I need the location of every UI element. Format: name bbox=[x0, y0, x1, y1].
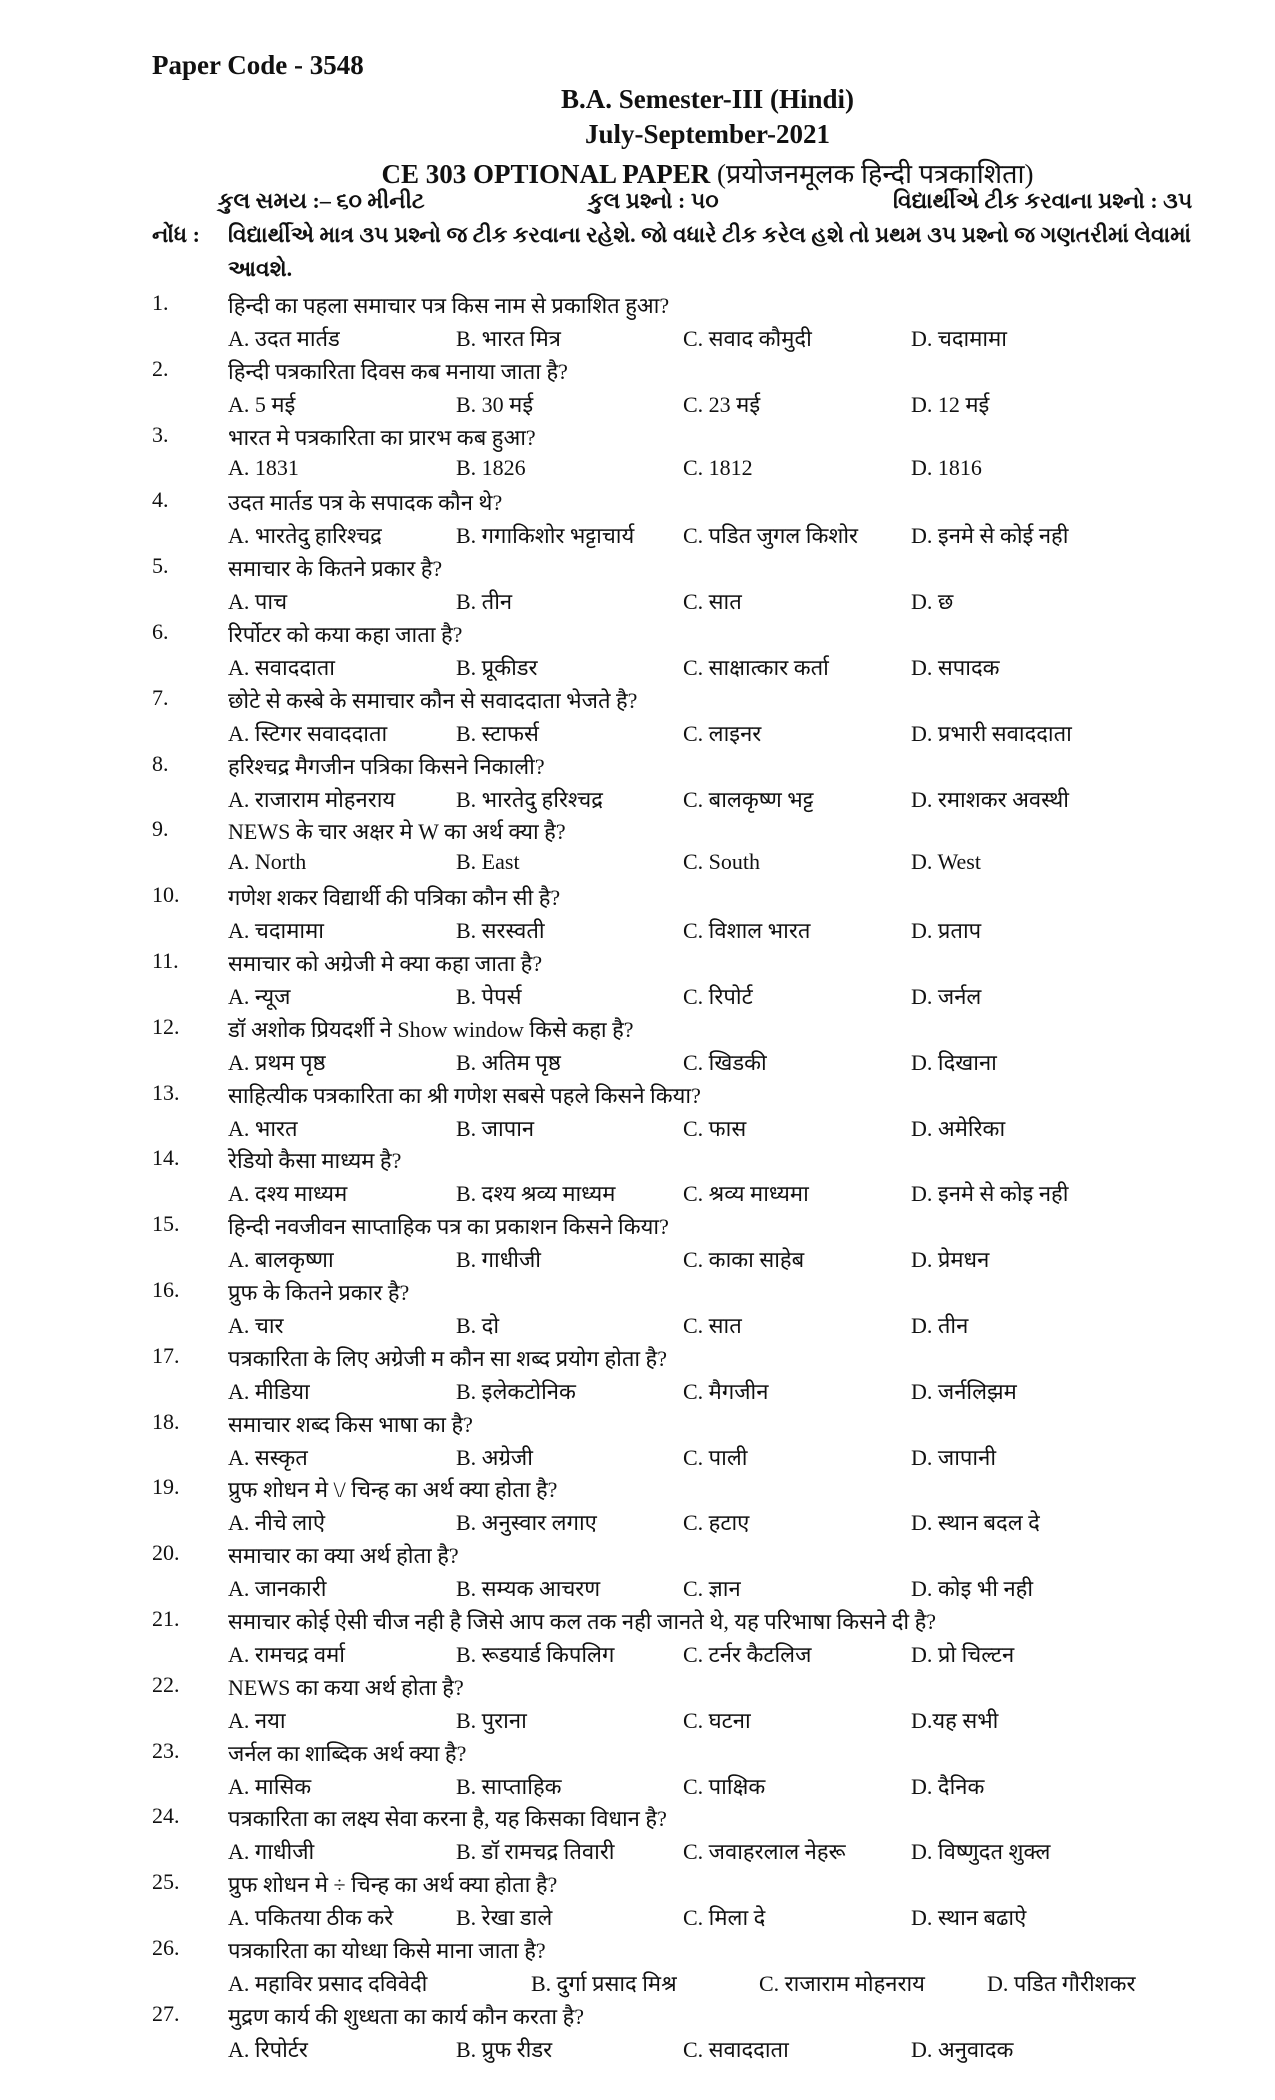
question-number: 23. bbox=[152, 1737, 180, 1763]
question-number: 12. bbox=[152, 1013, 180, 1039]
option-a: A. रिपोर्टर bbox=[228, 2036, 308, 2062]
option-c: C. मैगजीन bbox=[683, 1378, 769, 1404]
option-d: D. स्थान बदल दे bbox=[911, 1510, 1040, 1536]
question-number: 10. bbox=[152, 882, 180, 908]
option-c: C. हटाए bbox=[683, 1510, 750, 1536]
option-c: C. सात bbox=[683, 1313, 742, 1338]
option-c: C. घटना bbox=[683, 1707, 751, 1733]
question-item bbox=[0, 816, 1275, 882]
option-d: D. West bbox=[911, 849, 981, 875]
option-a: A. मासिक bbox=[228, 1773, 312, 1799]
question-text: हरिश्चद्र मैगजीन पत्रिका किसने निकाली? bbox=[228, 753, 545, 779]
option-b: B. अनुस्वार लगाए bbox=[456, 1510, 597, 1536]
question-item bbox=[0, 356, 1275, 422]
option-d: D. इनमे से कोई नही bbox=[911, 523, 1069, 549]
option-c: C. लाइनर bbox=[683, 720, 762, 746]
question-item bbox=[0, 1474, 1275, 1540]
question-number: 14. bbox=[152, 1145, 180, 1171]
question-text: मुद्रण कार्य की शुध्धता का कार्य कौन करता है? bbox=[228, 2003, 585, 2029]
option-a: A. प्रथम पृष्ठ bbox=[228, 1049, 326, 1075]
option-a: A. भारत bbox=[228, 1115, 298, 1141]
option-b: B. स्टाफर्स bbox=[456, 720, 539, 746]
question-number: 20. bbox=[152, 1540, 180, 1566]
question-item bbox=[0, 422, 1275, 488]
question-number: 3. bbox=[152, 421, 169, 447]
option-c: C. सात bbox=[683, 589, 742, 615]
option-d: D. चदामामा bbox=[911, 326, 1007, 351]
option-d: D. रमाशकर अवस्थी bbox=[911, 786, 1070, 812]
question-text: भारत मे पत्रकारिता का प्रारभ कब हुआ? bbox=[228, 424, 536, 450]
question-number: 8. bbox=[152, 750, 169, 776]
option-b: B. साप्ताहिक bbox=[456, 1773, 562, 1799]
option-b: B. प्रूकीडर bbox=[456, 655, 538, 680]
option-d: D. प्रताप bbox=[911, 918, 982, 944]
option-a: A. दश्य माध्यम bbox=[228, 1181, 348, 1207]
option-d: D. विष्णुदत शुक्ल bbox=[911, 1839, 1051, 1865]
option-d: D. अमेरिका bbox=[911, 1115, 1006, 1141]
question-item bbox=[0, 751, 1275, 817]
option-c: C. फास bbox=[683, 1115, 747, 1141]
option-a: A. भारतेदु हारिश्चद्र bbox=[228, 523, 382, 549]
option-a: A. नया bbox=[228, 1707, 286, 1733]
option-c: C. ज्ञान bbox=[683, 1576, 741, 1602]
question-item bbox=[0, 1738, 1275, 1804]
question-number: 13. bbox=[152, 1079, 180, 1105]
option-a: A. 5 मई bbox=[228, 391, 296, 417]
option-a: A. चार bbox=[228, 1313, 284, 1338]
option-b: B. भारतेदु हरिश्चद्र bbox=[456, 786, 603, 812]
question-text: समाचार का क्या अर्थ होता है? bbox=[228, 1543, 459, 1569]
question-text: समाचार को अग्रेजी मे क्या कहा जाता है? bbox=[228, 951, 543, 976]
total-time: કુલ સમય :– ૬૦ મીનીટ bbox=[218, 188, 425, 213]
note-line-2: આવશે. bbox=[228, 256, 293, 281]
question-number: 17. bbox=[152, 1342, 180, 1368]
option-b: B. सरस्वती bbox=[456, 918, 545, 944]
option-c: C. मिला दे bbox=[683, 1905, 766, 1931]
option-d: D. जापानी bbox=[911, 1444, 997, 1470]
option-d: D. स्थान बढाऐ bbox=[911, 1905, 1027, 1931]
question-text: पत्रकारिता का लक्ष्य सेवा करना है, यह किसका विधान है? bbox=[228, 1806, 667, 1832]
question-text: साहित्यीक पत्रकारिता का श्री गणेश सबसे पहले किसने किया? bbox=[228, 1082, 701, 1108]
option-c: C. 1812 bbox=[683, 454, 753, 480]
option-a: A. स्टिगर सवाददाता bbox=[228, 720, 388, 746]
option-d: D. 1816 bbox=[911, 454, 982, 480]
option-c: C. टर्नर कैटलिज bbox=[683, 1642, 812, 1667]
question-text: पत्रकारिता के लिए अग्रेजी म कौन सा शब्द प्रयोग होता है? bbox=[228, 1345, 668, 1371]
option-a: A. मीडिया bbox=[228, 1378, 310, 1404]
question-item bbox=[0, 1277, 1275, 1343]
question-item bbox=[0, 1540, 1275, 1606]
question-item bbox=[0, 1869, 1275, 1935]
paper-subtitle: (प्रयोजनमूलक हिन्दी पत्रकाशिता) bbox=[717, 159, 1034, 189]
option-a: A. बालकृष्णा bbox=[228, 1247, 334, 1273]
option-b: B. प्रुफ रीडर bbox=[456, 2036, 553, 2062]
option-a: A. राजाराम मोहनराय bbox=[228, 786, 396, 812]
option-a: A. गाधीजी bbox=[228, 1839, 315, 1865]
question-number: 4. bbox=[152, 487, 169, 513]
option-b: B. गगाकिशोर भट्टाचार्य bbox=[456, 523, 635, 549]
option-d: D. प्रो चिल्टन bbox=[911, 1642, 1015, 1667]
question-text: रेडियो कैसा माध्यम है? bbox=[228, 1148, 402, 1174]
question-item bbox=[0, 1935, 1275, 2001]
questions-to-attempt: વિદ્યાર્થીએ ટીક કરવાના પ્રશ્નો : ૩૫ bbox=[893, 188, 1193, 213]
question-item bbox=[0, 1080, 1275, 1146]
question-number: 24. bbox=[152, 1803, 180, 1829]
question-item bbox=[0, 1343, 1275, 1409]
question-number: 1. bbox=[152, 290, 169, 315]
paper-title-line bbox=[70, 154, 1275, 191]
option-a: A. महाविर प्रसाद दविवेदी bbox=[228, 1971, 428, 1996]
option-a: A. पाच bbox=[228, 589, 288, 615]
question-item bbox=[0, 1606, 1275, 1672]
question-text: प्रुफ शोधन मे \/ चिन्ह का अर्थ क्या होता है? bbox=[228, 1477, 558, 1503]
paper-title: CE 303 OPTIONAL PAPER bbox=[381, 159, 711, 189]
option-c: C. जवाहरलाल नेहरू bbox=[683, 1839, 846, 1865]
question-number: 2. bbox=[152, 355, 169, 381]
question-item bbox=[0, 553, 1275, 619]
question-number: 15. bbox=[152, 1211, 180, 1237]
option-c: C. साक्षात्कार कर्ता bbox=[683, 655, 829, 680]
option-d: D. जर्नल bbox=[911, 984, 982, 1009]
option-c: C. विशाल भारत bbox=[683, 918, 811, 944]
option-c: C. सवाददाता bbox=[683, 2036, 789, 2062]
option-c: C. बालकृष्ण भट्ट bbox=[683, 786, 814, 812]
question-number: 19. bbox=[152, 1474, 180, 1500]
option-b: B. पुराना bbox=[456, 1707, 527, 1733]
semester-title: B.A. Semester-III (Hindi) bbox=[561, 84, 854, 114]
question-text: NEWS का कया अर्थ होता है? bbox=[228, 1674, 464, 1700]
question-text: समाचार शब्द किस भाषा का है? bbox=[228, 1411, 473, 1437]
option-d: D. प्रभारी सवाददाता bbox=[911, 720, 1072, 746]
question-text: समाचार कोई ऐसी चीज नही है जिसे आप कल तक नही जानते थे, यह परिभाषा किसने दी है? bbox=[228, 1609, 937, 1634]
option-d: D. जर्नलिझम bbox=[911, 1378, 1017, 1404]
option-a: A. सवाददाता bbox=[228, 655, 335, 680]
option-b: B. दुर्गा प्रसाद मिश्र bbox=[531, 1971, 677, 1996]
option-d: D. अनुवादक bbox=[911, 2036, 1014, 2062]
option-b: B. दो bbox=[456, 1313, 500, 1338]
question-text: हिन्दी नवजीवन साप्ताहिक पत्र का प्रकाशन किसने किया? bbox=[228, 1214, 669, 1240]
question-text: गणेश शकर विद्यार्थी की पत्रिका कौन सी है? bbox=[228, 885, 561, 911]
option-b: B. अग्रेजी bbox=[456, 1444, 533, 1470]
question-number: 27. bbox=[152, 2000, 180, 2026]
option-d: D. छ bbox=[911, 589, 954, 615]
option-d: D.यह सभी bbox=[911, 1707, 999, 1733]
question-number: 26. bbox=[152, 1935, 180, 1960]
question-item bbox=[0, 685, 1275, 751]
option-c: C. काका साहेब bbox=[683, 1247, 805, 1273]
option-b: B. गाधीजी bbox=[456, 1247, 542, 1273]
question-number: 16. bbox=[152, 1277, 180, 1302]
question-number: 18. bbox=[152, 1408, 180, 1434]
question-text: छोटे से कस्बे के समाचार कौन से सवाददाता भेजते है? bbox=[228, 687, 638, 713]
option-c: C. पाक्षिक bbox=[683, 1773, 766, 1799]
option-d: D. दैनिक bbox=[911, 1773, 985, 1799]
question-number: 22. bbox=[152, 1671, 180, 1697]
option-c: C. श्रव्य माध्यमा bbox=[683, 1181, 809, 1207]
option-b: B. पेपर्स bbox=[456, 984, 522, 1009]
option-b: B. दश्य श्रव्य माध्यम bbox=[456, 1181, 616, 1207]
question-text: पत्रकारिता का योध्धा किसे माना जाता है? bbox=[228, 1938, 546, 1963]
option-a: A. नीचे लाऐ bbox=[228, 1510, 326, 1536]
option-c: C. खिडकी bbox=[683, 1049, 767, 1075]
question-item bbox=[0, 1145, 1275, 1211]
option-a: A. न्यूज bbox=[228, 984, 291, 1009]
question-item bbox=[0, 290, 1275, 356]
question-text: डॉ अशोक प्रियदर्शी ने Show window किसे कहा है? bbox=[228, 1016, 634, 1042]
option-a: A. North bbox=[228, 849, 307, 875]
option-a: A. उदत मार्तड bbox=[228, 326, 340, 351]
question-item bbox=[0, 2001, 1275, 2067]
option-a: A. चदामामा bbox=[228, 918, 324, 944]
option-a: A. जानकारी bbox=[228, 1576, 327, 1602]
note-line-1: વિદ્યાર્થીએ માત્ર ૩૫ પ્રશ્નો જ ટીક કરવાના રહેશે. જો વધારે ટીક કરેલ હશે તો પ્રથમ ૩૫ પ્રશ્નો જ ગણતરીમાં લેવામાં bbox=[228, 222, 1192, 247]
question-item bbox=[0, 882, 1275, 948]
option-b: B. रेखा डाले bbox=[456, 1905, 553, 1931]
question-text: जर्नल का शाब्दिक अर्थ क्या है? bbox=[228, 1740, 467, 1766]
option-d: D. सपादक bbox=[911, 655, 1000, 680]
question-number: 6. bbox=[152, 619, 169, 644]
option-d: D. दिखाना bbox=[911, 1049, 997, 1075]
paper-code: Paper Code - 3548 bbox=[152, 50, 364, 80]
question-text: हिन्दी पत्रकारिता दिवस कब मनाया जाता है? bbox=[228, 358, 568, 384]
option-c: C. पाली bbox=[683, 1444, 748, 1470]
question-number: 21. bbox=[152, 1606, 180, 1631]
option-b: B. रूडयार्ड किपलिग bbox=[456, 1642, 615, 1667]
question-text: रिर्पोटर को कया कहा जाता है? bbox=[228, 622, 463, 647]
question-text: उदत मार्तड पत्र के सपादक कौन थे? bbox=[228, 490, 503, 516]
option-b: B. सम्यक आचरण bbox=[456, 1576, 601, 1602]
option-d: D. 12 मई bbox=[911, 391, 990, 417]
option-d: D. पडित गौरीशकर bbox=[987, 1971, 1136, 1996]
question-item bbox=[0, 487, 1275, 553]
option-d: D. कोइ भी नही bbox=[911, 1576, 1034, 1602]
option-b: B. डॉ रामचद्र तिवारी bbox=[456, 1839, 615, 1865]
option-c: C. 23 मई bbox=[683, 391, 761, 417]
option-b: B. 30 मई bbox=[456, 391, 534, 417]
question-item bbox=[0, 948, 1275, 1014]
option-b: B. अतिम पृष्ठ bbox=[456, 1049, 561, 1075]
option-d: D. प्रेमधन bbox=[911, 1247, 990, 1273]
option-b: B. जापान bbox=[456, 1115, 535, 1141]
option-b: B. East bbox=[456, 849, 520, 875]
session-title: July-September-2021 bbox=[585, 119, 830, 149]
note-label: નોંધ : bbox=[152, 222, 200, 247]
option-b: B. भारत मित्र bbox=[456, 326, 561, 351]
option-a: A. पकितया ठीक करे bbox=[228, 1905, 394, 1931]
question-item bbox=[0, 1014, 1275, 1080]
question-item bbox=[0, 1211, 1275, 1277]
option-a: A. सस्कृत bbox=[228, 1444, 308, 1470]
question-number: 9. bbox=[152, 816, 169, 842]
question-number: 5. bbox=[152, 553, 169, 579]
question-item bbox=[0, 619, 1275, 685]
question-number: 25. bbox=[152, 1869, 180, 1895]
option-c: C. South bbox=[683, 849, 761, 875]
option-b: B. 1826 bbox=[456, 454, 526, 480]
question-number: 11. bbox=[152, 948, 179, 973]
question-item bbox=[0, 1672, 1275, 1738]
question-text: NEWS के चार अक्षर मे W का अर्थ क्या है? bbox=[228, 819, 566, 845]
option-b: B. इलेकटोनिक bbox=[456, 1378, 576, 1404]
option-d: D. तीन bbox=[911, 1313, 969, 1338]
question-number: 7. bbox=[152, 684, 169, 710]
option-b: B. तीन bbox=[456, 589, 513, 615]
question-text: प्रुफ शोधन मे ÷ चिन्ह का अर्थ क्या होता है? bbox=[228, 1872, 558, 1898]
question-item bbox=[0, 1803, 1275, 1869]
option-c: C. सवाद कौमुदी bbox=[683, 326, 812, 351]
question-item bbox=[0, 1409, 1275, 1475]
question-text: प्रुफ के कितने प्रकार है? bbox=[228, 1280, 410, 1305]
option-c: C. राजाराम मोहनराय bbox=[759, 1971, 925, 1996]
total-questions: કુલ પ્રશ્નો : ૫૦ bbox=[588, 188, 719, 213]
option-c: C. रिपोर्ट bbox=[683, 984, 753, 1009]
question-text: हिन्दी का पहला समाचार पत्र किस नाम से प्रकाशित हुआ? bbox=[228, 293, 670, 318]
option-c: C. पडित जुगल किशोर bbox=[683, 523, 859, 549]
option-a: A. 1831 bbox=[228, 454, 299, 480]
option-d: D. इनमे से कोइ नही bbox=[911, 1181, 1069, 1207]
option-a: A. रामचद्र वर्मा bbox=[228, 1642, 345, 1667]
question-text: समाचार के कितने प्रकार है? bbox=[228, 556, 443, 582]
